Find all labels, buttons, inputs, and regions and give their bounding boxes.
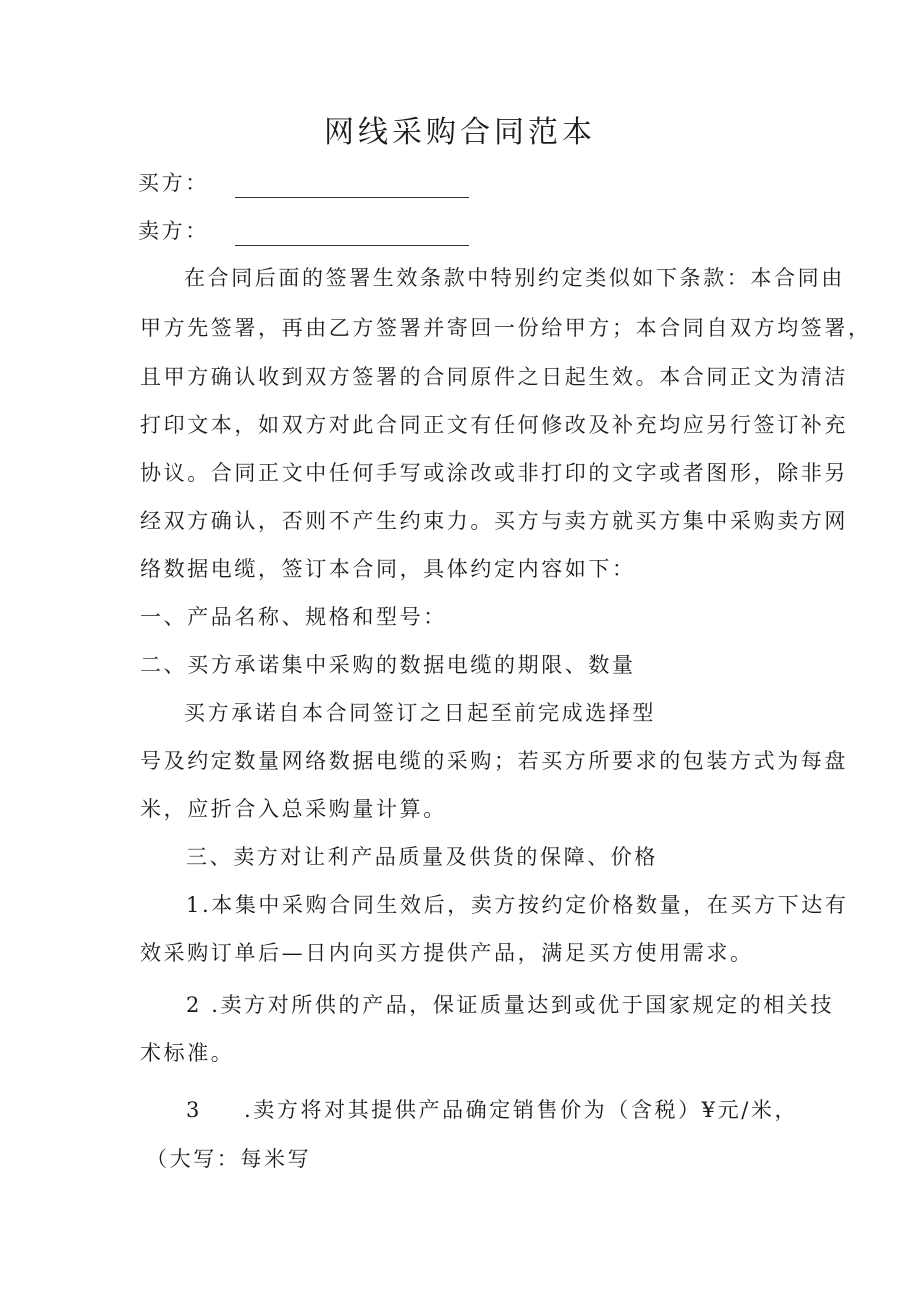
paragraph-line: 打印文本，如双方对此合同正文有任何修改及补充均应另行签订补充 — [140, 413, 848, 437]
clause-line: .卖方将对其提供产品确定销售价为（含税）¥元/米， — [244, 1098, 799, 1122]
document-title: 网线采购合同范本 — [324, 115, 596, 150]
section-body-line: 买方承诺自本合同签订之日起至前完成选择型 — [184, 701, 656, 725]
clause-line: 效采购订单后—日内向买方提供产品，满足买方使用需求。 — [140, 941, 754, 965]
buyer-label: 买方： — [138, 171, 209, 195]
paragraph-line: 在合同后面的签署生效条款中特别约定类似如下条款：本合同由 — [184, 266, 845, 290]
clause-line: 术标准。 — [140, 1041, 235, 1065]
paragraph-line: 协议。合同正文中任何手写或涂改或非打印的文字或者图形，除非另 — [140, 461, 848, 485]
seller-line — [138, 216, 469, 246]
paragraph-line: 且甲方确认收到双方签署的合同原件之日起生效。本合同正文为清洁 — [140, 365, 848, 389]
paragraph-line: 络数据电缆，签订本合同，具体约定内容如下： — [140, 557, 636, 581]
seller-blank — [235, 223, 469, 246]
section-heading: 一、产品名称、规格和型号： — [140, 605, 447, 629]
section-body-line: 米，应折合入总采购量计算。 — [140, 797, 447, 821]
clause-line: 1.本集中采购合同生效后，卖方按约定价格数量，在买方下达有 — [186, 893, 849, 917]
buyer-blank — [235, 175, 469, 198]
section-body-line: 号及约定数量网络数据电缆的采购；若买方所要求的包装方式为每盘 — [140, 749, 848, 773]
paragraph-line: 甲方先签署，再由乙方签署并寄回一份给甲方；本合同自双方均签署， — [140, 316, 872, 340]
section-heading: 三、卖方对让利产品质量及供货的保障、价格 — [186, 845, 658, 869]
buyer-line — [138, 168, 469, 198]
seller-label: 卖方： — [138, 219, 209, 243]
clause-line: （大写：每米写 — [146, 1147, 312, 1171]
clause-line: 2 .卖方对所供的产品，保证质量达到或优于国家规定的相关技 — [186, 993, 835, 1017]
clause-number: 3 — [186, 1098, 202, 1122]
paragraph-line: 经双方确认，否则不产生约束力。买方与卖方就买方集中采购卖方网 — [140, 509, 848, 533]
section-heading: 二、买方承诺集中采购的数据电缆的期限、数量 — [140, 653, 636, 677]
